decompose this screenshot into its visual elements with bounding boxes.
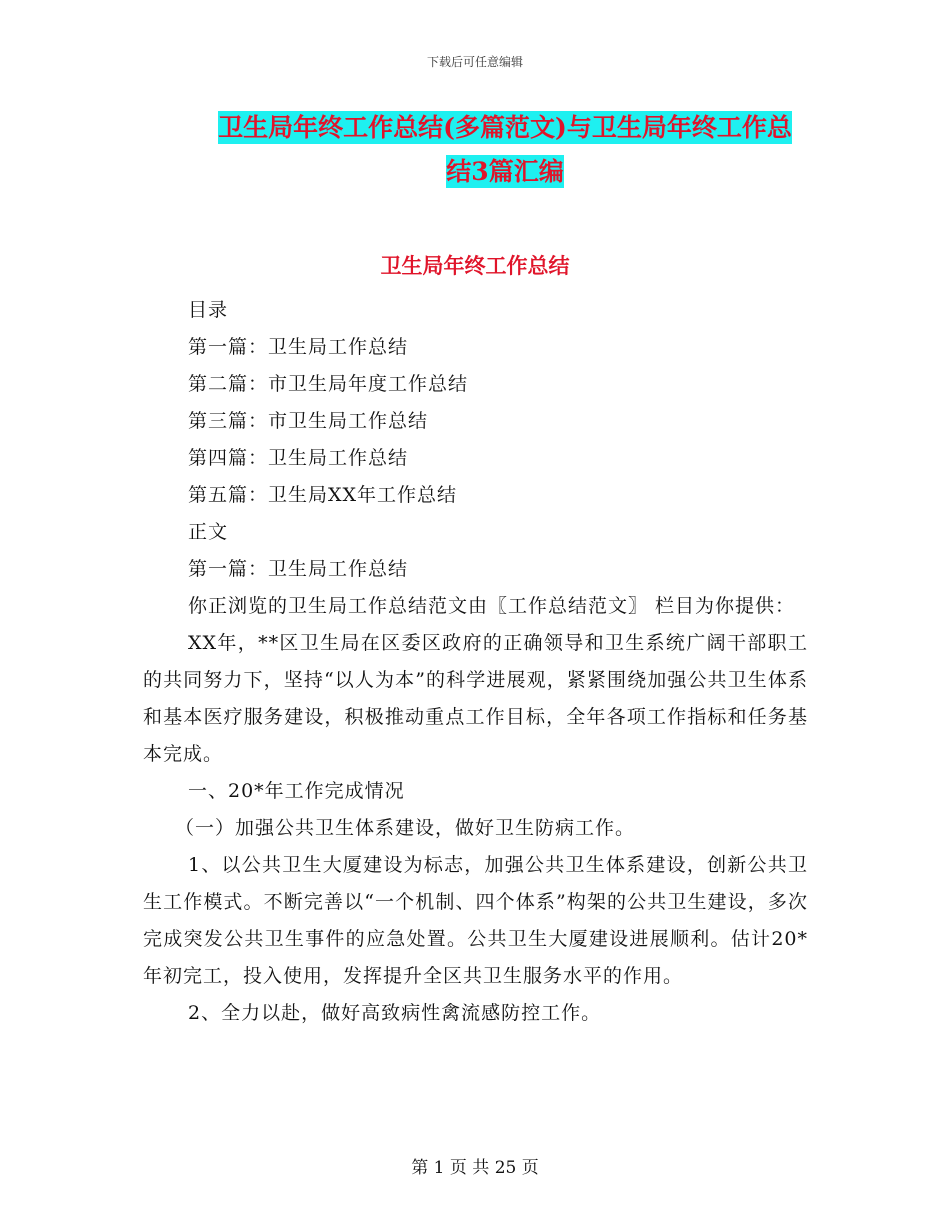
section-heading: 一、20*年工作完成情况 — [188, 780, 405, 802]
toc-item: 第四篇：卫生局工作总结 — [188, 447, 409, 469]
toc-item: 第三篇：市卫生局工作总结 — [188, 410, 429, 432]
toc-item: 第一篇：卫生局工作总结 — [188, 336, 409, 358]
document-title — [110, 106, 900, 194]
section-title: 卫生局年终工作总结 — [380, 253, 570, 278]
page-header: 下载后可任意编辑 — [426, 55, 523, 69]
toc-item: 第五篇：卫生局XX年工作总结 — [188, 484, 458, 506]
paragraph: 1、以公共卫生大厦建设为标志，加强公共卫生体系建设，创新公共卫生工作模式。不断完善以“一个机制、四个体系”构架的公共卫生建设，多次完成突发公共卫生事件的应急处置。公共卫生大厦建设进展顺利。估计20*年初完工，投入使用，发挥提升全区共卫生服务水平的作用。 — [143, 854, 808, 987]
intro-paragraph: 你正浏览的卫生局工作总结范文由〖工作总结范文〗 栏目为你提供： — [188, 595, 796, 617]
body-label: 正文 — [188, 521, 229, 543]
page-footer: 第 1 页 共 25 页 — [411, 1158, 539, 1178]
paragraph: 2、全力以赴，做好高致病性禽流感防控工作。 — [188, 1002, 602, 1024]
toc-label: 目录 — [188, 299, 229, 321]
paragraph: XX年，**区卫生局在区委区政府的正确领导和卫生系统广阔干部职工的共同努力下，坚持“以人为本”的科学进展观，紧紧围绕加强公共卫生体系和基本医疗服务建设，积极推动重点工作目标，全年各项工作指标和任务基本完成。 — [143, 632, 808, 765]
document-body — [143, 292, 808, 1032]
subsection-heading: （一）加强公共卫生体系建设，做好卫生防病工作。 — [175, 817, 636, 839]
chapter-heading: 第一篇：卫生局工作总结 — [188, 558, 409, 580]
title-line-1: 卫生局年终工作总结(多篇范文)与卫生局年终工作总 — [218, 113, 792, 142]
toc-item: 第二篇：市卫生局年度工作总结 — [188, 373, 469, 395]
title-line-2: 结3篇汇编 — [446, 157, 564, 186]
